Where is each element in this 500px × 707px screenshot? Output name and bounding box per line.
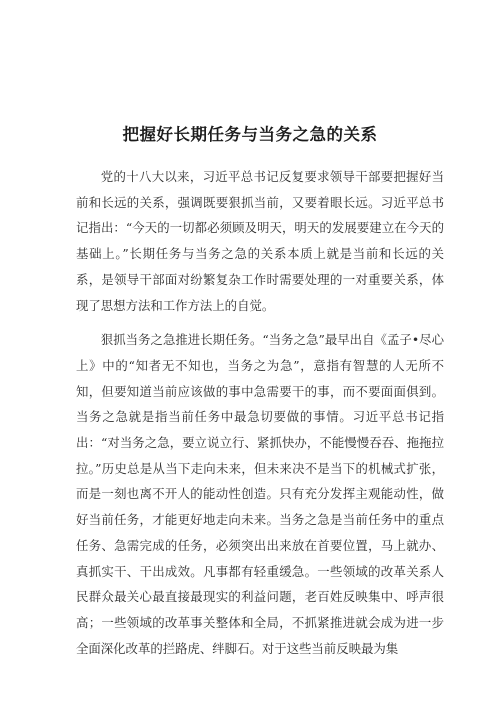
paragraph-2: 狠抓当务之急推进长期任务。“当务之急”最早出自《孟子•尽心上》中的“知者无不知也，当务之为急”，意指有智慧的人无所不知，但要知道当前应该做的事中急需要干的事，而不要面面俱到。当务之急就是指当前任务中最急切要做的事情。习近平总书记指出：“对当务之急，要立说立行、紧抓快办，不能慢慢吞吞、拖拖拉拉。”历史总是从当下走向未来，但未来决不是当下的机械式扩张，而是一刻也离不开人的能动性创造。只有充分发挥主观能动性，做好当前任务，才能更好地走向未来。当务之急是当前任务中的重点任务、急需完成的任务，必须突出出来放在首要位置，马上就办、真抓实干、干出成效。凡事都有轻重缓急。一些领域的改革关系人民群众最关心最直接最现实的利益问题，老百姓反映集中、呼声很高；一些领域的改革事关整体和全局，不抓紧推进就会成为进一步全面深化改革的拦路虎、绊脚石。对于这些当前反映最为集 xyxy=(76,332,444,656)
document-title: 把握好长期任务与当务之急的关系 xyxy=(122,125,378,144)
paragraph-1: 党的十八大以来，习近平总书记反复要求领导干部要把握好当前和长远的关系，强调既要狠抓当前，又要着眼长远。习近平总书记指出：“今天的一切都必须顾及明天，明天的发展要建立在今天的基础上。”长期任务与当务之急的关系本质上就是当前和长远的关系，是领导干部面对纷繁复杂工作时需要处理的一对重要关系，体现了思想方法和工作方法上的自觉。 xyxy=(76,169,444,313)
